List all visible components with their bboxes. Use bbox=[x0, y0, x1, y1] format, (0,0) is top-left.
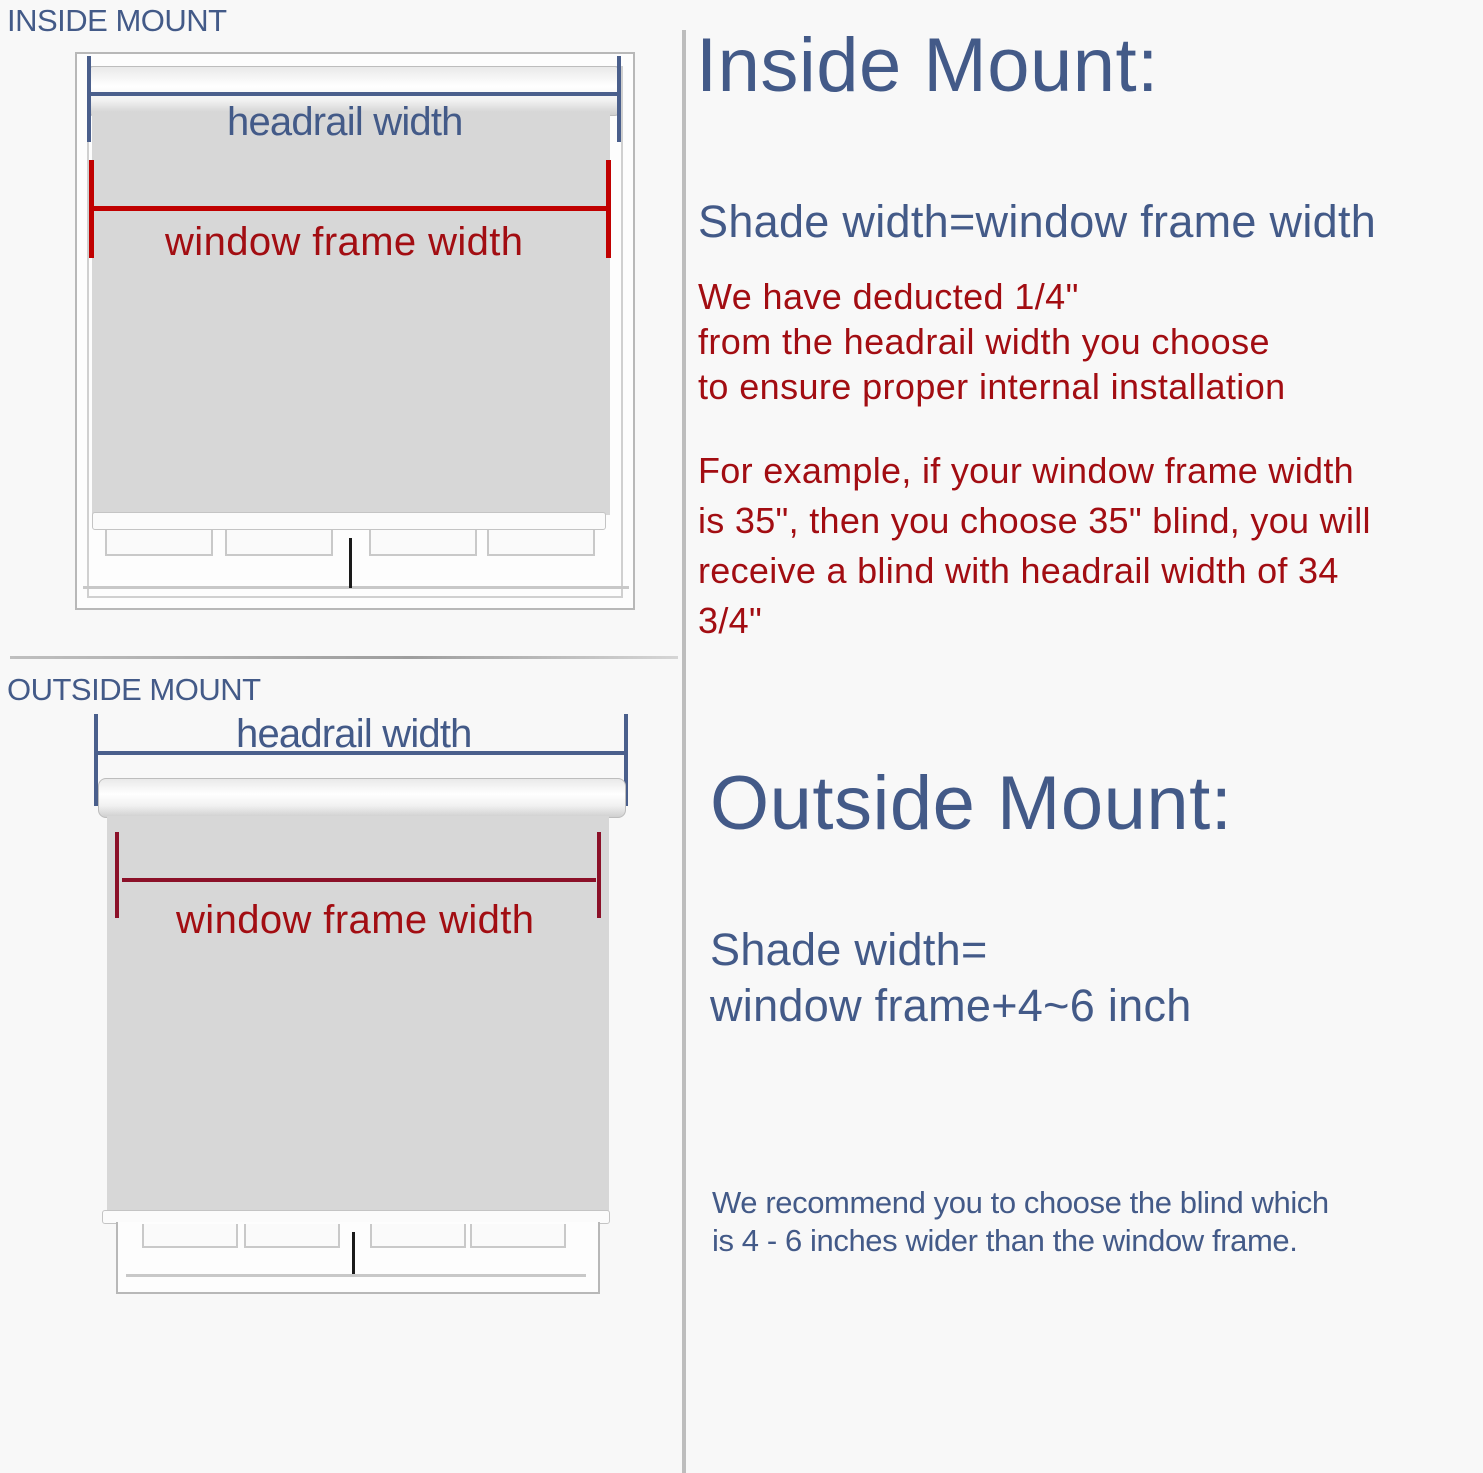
recommend-line: We recommend you to choose the blind which bbox=[712, 1185, 1329, 1220]
frame-dimension-line bbox=[122, 878, 596, 882]
shade-fabric bbox=[92, 112, 610, 515]
inside-mount-title: Inside Mount: bbox=[696, 23, 1159, 108]
inside-mount-section-label: INSIDE MOUNT bbox=[7, 3, 227, 38]
deduction-line: from the headrail width you choose bbox=[698, 321, 1270, 362]
window-pane bbox=[142, 1224, 238, 1248]
section-divider-vertical bbox=[682, 30, 686, 1473]
window-pane bbox=[470, 1224, 566, 1248]
headrail bbox=[98, 778, 626, 818]
example-line: receive a blind with headrail width of 34 bbox=[698, 550, 1339, 591]
pull-cord bbox=[352, 1232, 355, 1274]
window-sill bbox=[83, 586, 629, 589]
outside-mount-section-label: OUTSIDE MOUNT bbox=[7, 672, 261, 707]
window-pane bbox=[105, 530, 213, 556]
pull-cord bbox=[349, 538, 352, 588]
deduction-line: We have deducted 1/4" bbox=[698, 276, 1079, 317]
recommend-line: is 4 - 6 inches wider than the window frame. bbox=[712, 1223, 1298, 1258]
headrail-dimension-line bbox=[89, 92, 619, 96]
window-pane bbox=[487, 530, 595, 556]
headrail-dimension-right-tick bbox=[617, 56, 621, 142]
window-pane bbox=[369, 530, 477, 556]
section-divider-horizontal bbox=[10, 656, 678, 659]
shade-fabric bbox=[107, 816, 609, 1212]
example-line: 3/4" bbox=[698, 600, 763, 641]
inside-mount-deduction-note bbox=[698, 274, 1286, 409]
bottom-bar bbox=[92, 512, 606, 530]
headrail-width-label: headrail width bbox=[236, 712, 472, 756]
outside-mount-formula bbox=[710, 922, 1192, 1034]
formula-line: Shade width= bbox=[710, 924, 988, 975]
outside-mount-diagram bbox=[90, 712, 640, 1312]
inside-mount-formula: Shade width=window frame width bbox=[698, 196, 1377, 247]
outside-mount-recommendation bbox=[712, 1184, 1329, 1260]
frame-dimension-left-tick bbox=[115, 832, 119, 918]
window-pane bbox=[244, 1224, 340, 1248]
example-line: is 35", then you choose 35" blind, you will bbox=[698, 500, 1371, 541]
formula-line: window frame+4~6 inch bbox=[710, 980, 1192, 1031]
window-frame-width-label: window frame width bbox=[165, 220, 524, 264]
headrail-width-label: headrail width bbox=[227, 100, 463, 144]
window-frame-width-label: window frame width bbox=[176, 898, 535, 942]
inside-mount-example-note bbox=[698, 446, 1371, 646]
window-pane bbox=[370, 1224, 466, 1248]
inside-mount-diagram bbox=[75, 52, 635, 612]
deduction-line: to ensure proper internal installation bbox=[698, 366, 1286, 407]
window-sill bbox=[126, 1274, 586, 1277]
outside-mount-title: Outside Mount: bbox=[710, 761, 1233, 846]
frame-dimension-line bbox=[91, 206, 609, 211]
window-pane bbox=[225, 530, 333, 556]
example-line: For example, if your window frame width bbox=[698, 450, 1354, 491]
headrail-dimension-left-tick bbox=[87, 56, 91, 142]
frame-dimension-right-tick bbox=[597, 832, 601, 918]
